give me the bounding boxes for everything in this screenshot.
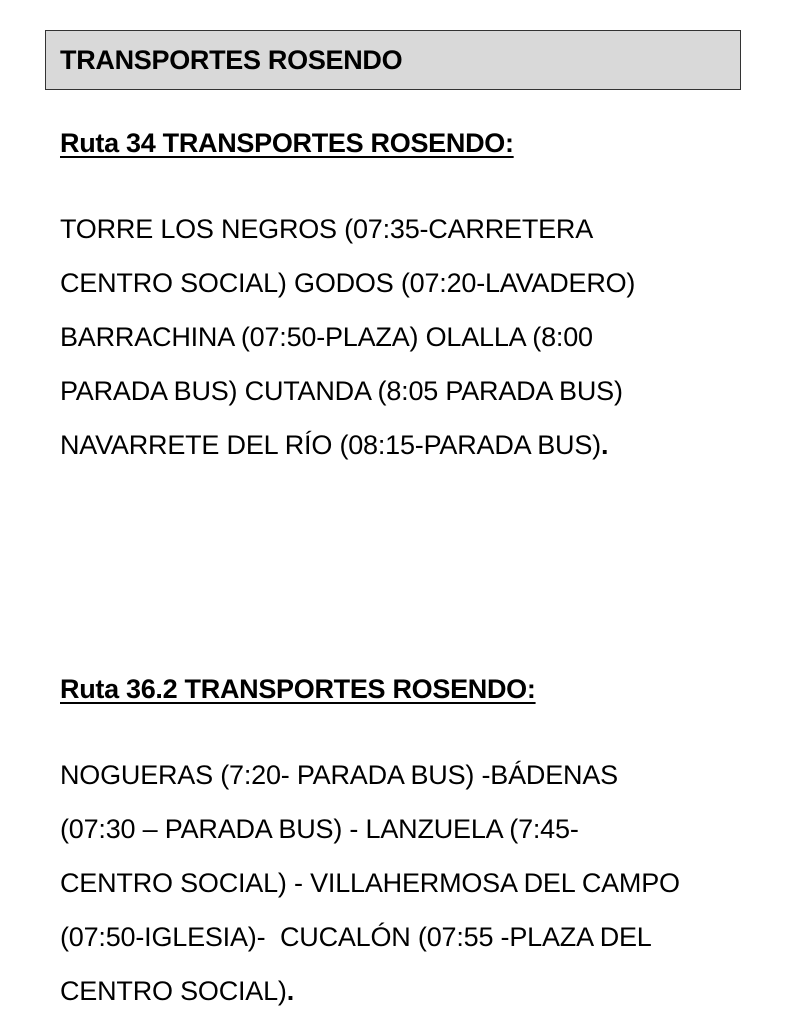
route-34-line-4: PARADA BUS) CUTANDA (8:05 PARADA BUS) — [60, 376, 623, 406]
route-36-2-line-5-text: CENTRO SOCIAL) — [60, 976, 287, 1006]
route-34-end-mark: . — [600, 430, 609, 460]
route-34-line-3: BARRACHINA (07:50-PLAZA) OLALLA (8:00 — [60, 322, 593, 352]
route-34-body — [60, 202, 750, 472]
route-34-line-1: TORRE LOS NEGROS (07:35-CARRETERA — [60, 214, 594, 244]
route-36-2-line-3: CENTRO SOCIAL) - VILLAHERMOSA DEL CAMPO — [60, 868, 680, 898]
route-36-2-line-1: NOGUERAS (7:20- PARADA BUS) -BÁDENAS — [60, 760, 618, 790]
route-36-2-line-5 — [60, 964, 750, 1018]
route-34-line-5-text: NAVARRETE DEL RÍO (08:15-PARADA BUS) — [60, 430, 601, 460]
route-34-title: Ruta 34 TRANSPORTES ROSENDO: — [60, 128, 514, 158]
route-36-2-title: Ruta 36.2 TRANSPORTES ROSENDO: — [60, 674, 536, 704]
document-header — [45, 30, 741, 90]
route-36-2-end-mark: . — [286, 976, 295, 1006]
route-36-2-line-2: (07:30 – PARADA BUS) - LANZUELA (7:45- — [60, 814, 579, 844]
document-title: TRANSPORTES ROSENDO — [60, 44, 403, 75]
route-34-line-2: CENTRO SOCIAL) GODOS (07:20-LAVADERO) — [60, 268, 636, 298]
route-36-2-body — [60, 748, 750, 1018]
route-34-line-5 — [60, 418, 750, 472]
route-36-2-line-4: (07:50-IGLESIA)- CUCALÓN (07:55 -PLAZA DEL — [60, 922, 652, 952]
